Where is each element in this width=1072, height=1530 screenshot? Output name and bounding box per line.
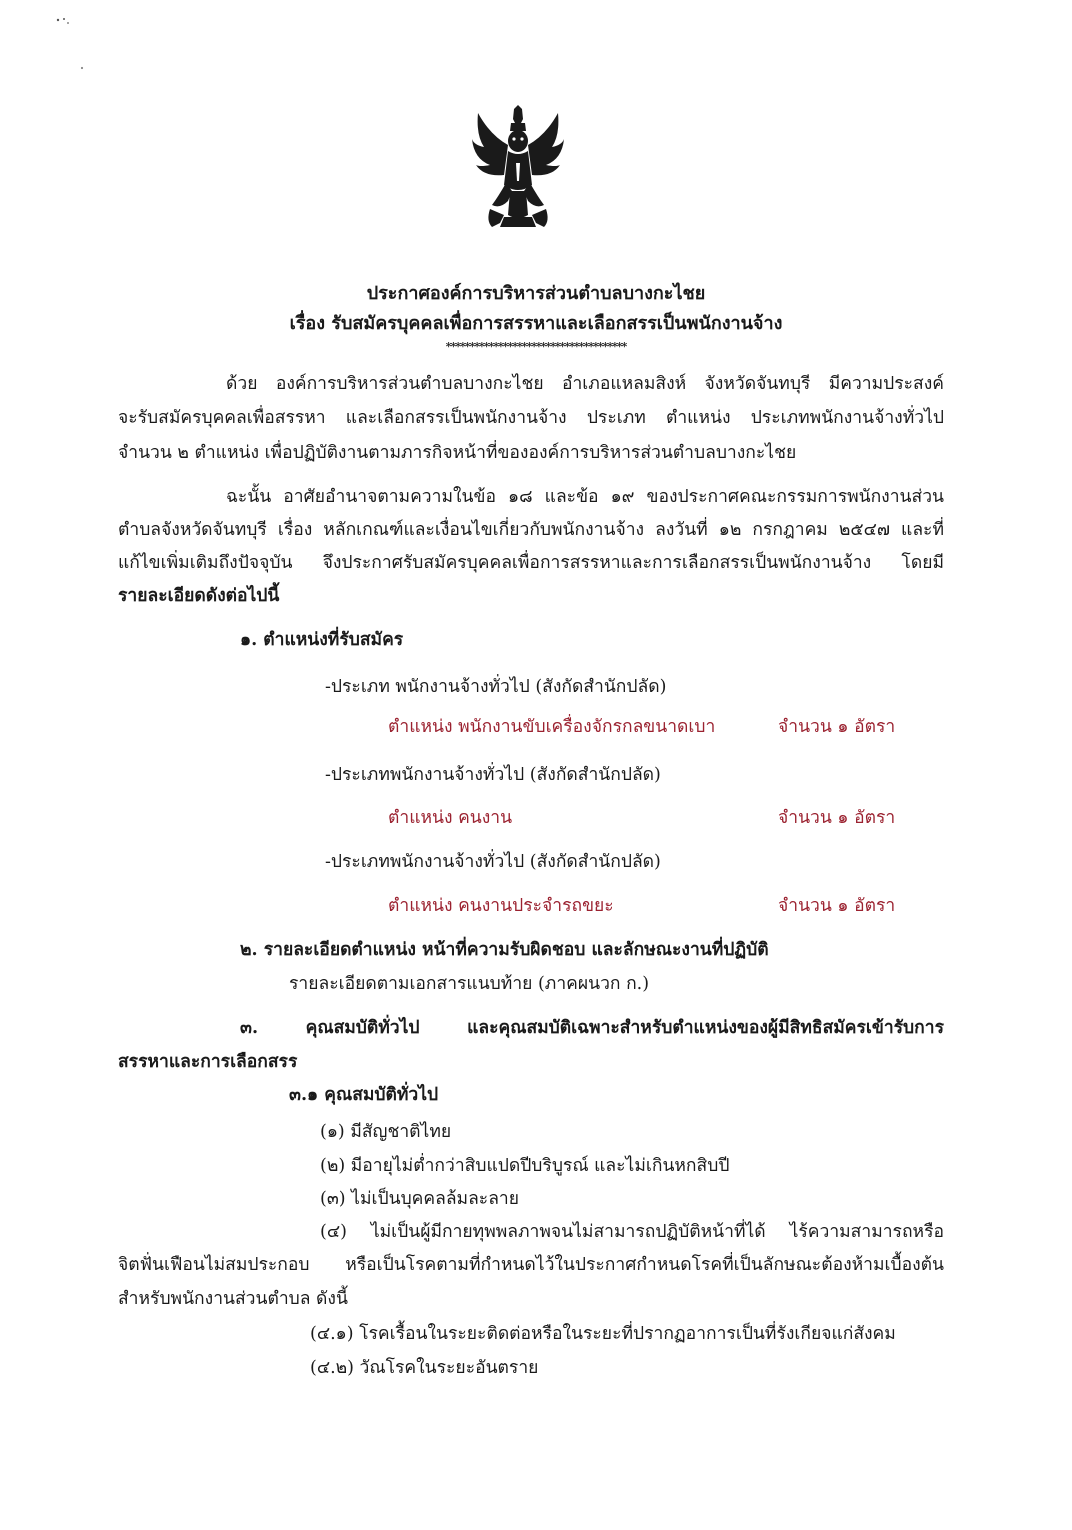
section1-type-3: -ประเภทพนักงานจ้างทั่วไป (สังกัดสำนักปลัด) bbox=[325, 852, 661, 872]
qualification-item-4-line3: สำหรับพนักงานส่วนตำบล ดังนี้ bbox=[118, 1289, 348, 1309]
qualification-item-4-line1: (๔) ไม่เป็นผู้มีกายทุพพลภาพจนไม่สามารถปฏิบัติหน้าที่ได้ ไร้ความสามารถหรือ bbox=[320, 1222, 944, 1242]
section1-heading: ๑. ตำแหน่งที่รับสมัคร bbox=[240, 630, 404, 650]
qualification-item-4-line2: จิตฟั่นเฟือนไม่สมประกอบ หรือเป็นโรคตามที่กำหนดไว้ในประกาศกำหนดโรคที่เป็นลักษณะต้องห้ามเบื้องต้น bbox=[118, 1255, 944, 1275]
section1-type-1: -ประเภท พนักงานจ้างทั่วไป (สังกัดสำนักปลัด) bbox=[325, 677, 667, 697]
intro-p1-line2: จะรับสมัครบุคคลเพื่อสรรหา และเลือกสรรเป็นพนักงานจ้าง ประเภท ตำแหน่ง ประเภทพนักงานจ้างทั่วไป bbox=[118, 408, 944, 428]
section3-heading-line2: สรรหาและการเลือกสรร bbox=[118, 1052, 298, 1072]
scan-specks bbox=[52, 14, 92, 74]
qualification-subitem-4-1: (๔.๑) โรคเรื้อนในระยะติดต่อหรือในระยะที่ปรากฏอาการเป็นที่รังเกียจแก่สังคม bbox=[310, 1324, 896, 1344]
section1-type-2: -ประเภทพนักงานจ้างทั่วไป (สังกัดสำนักปลัด) bbox=[325, 765, 661, 785]
qualification-item-1: (๑) มีสัญชาติไทย bbox=[320, 1122, 452, 1142]
title-divider: ************************************** bbox=[445, 340, 627, 353]
section1-position-3: ตำแหน่ง คนงานประจำรถขยะ bbox=[388, 896, 614, 916]
section1-position-1: ตำแหน่ง พนักงานขับเครื่องจักรกลขนาดเบา bbox=[388, 717, 716, 737]
section1-position-2: ตำแหน่ง คนงาน bbox=[388, 808, 513, 828]
qualification-subitem-4-2: (๔.๒) วัณโรคในระยะอันตราย bbox=[310, 1358, 539, 1378]
intro-p2-line2: ตำบลจังหวัดจันทบุรี เรื่อง หลักเกณฑ์และเงื่อนไขเกี่ยวกับพนักงานจ้าง ลงวันที่ ๑๒ กรกฎาคม ๒๕๔๗ และที่ bbox=[118, 520, 944, 540]
section2-heading: ๒. รายละเอียดตำแหน่ง หน้าที่ความรับผิดชอบ และลักษณะงานที่ปฏิบัติ bbox=[240, 940, 769, 960]
intro-p2-line3: แก้ไขเพิ่มเติมถึงปัจจุบัน จึงประกาศรับสมัครบุคคลเพื่อการสรรหาและการเลือกสรรเป็นพนักงานจ้าง โดยมี bbox=[118, 553, 944, 573]
intro-p1-line3: จำนวน ๒ ตำแหน่ง เพื่อปฏิบัติงานตามภารกิจหน้าที่ขององค์การบริหารส่วนตำบลบางกะไชย bbox=[118, 443, 797, 463]
intro-p2-line1: ฉะนั้น อาศัยอำนาจตามความในข้อ ๑๘ และข้อ ๑๙ ของประกาศคณะกรรมการพนักงานส่วน bbox=[226, 487, 944, 507]
document-subject: เรื่อง รับสมัครบุคคลเพื่อการสรรหาและเลือกสรรเป็นพนักงานจ้าง bbox=[289, 313, 783, 334]
section2-detail: รายละเอียดตามเอกสารแนบท้าย (ภาคผนวก ก.) bbox=[289, 974, 650, 994]
qualification-item-2: (๒) มีอายุไม่ต่ำกว่าสิบแปดปีบริบูรณ์ และไม่เกินหกสิบปี bbox=[320, 1156, 730, 1176]
qualification-item-3: (๓) ไม่เป็นบุคคลล้มละลาย bbox=[320, 1189, 520, 1209]
section1-count-2: จำนวน ๑ อัตรา bbox=[778, 808, 896, 828]
document-title: ประกาศองค์การบริหารส่วนตำบลบางกะไชย bbox=[366, 283, 706, 304]
section1-count-3: จำนวน ๑ อัตรา bbox=[778, 896, 896, 916]
intro-p2-line4: รายละเอียดดังต่อไปนี้ bbox=[118, 586, 280, 606]
section3-heading-line1: ๓. คุณสมบัติทั่วไป และคุณสมบัติเฉพาะสำหรับตำแหน่งของผู้มีสิทธิสมัครเข้ารับการ bbox=[240, 1018, 944, 1038]
section1-count-1: จำนวน ๑ อัตรา bbox=[778, 717, 896, 737]
garuda-emblem-icon bbox=[470, 105, 566, 235]
intro-p1-line1: ด้วย องค์การบริหารส่วนตำบลบางกะไชย อำเภอแหลมสิงห์ จังหวัดจันทบุรี มีความประสงค์ bbox=[226, 374, 944, 394]
section3-subheading: ๓.๑ คุณสมบัติทั่วไป bbox=[289, 1085, 439, 1105]
